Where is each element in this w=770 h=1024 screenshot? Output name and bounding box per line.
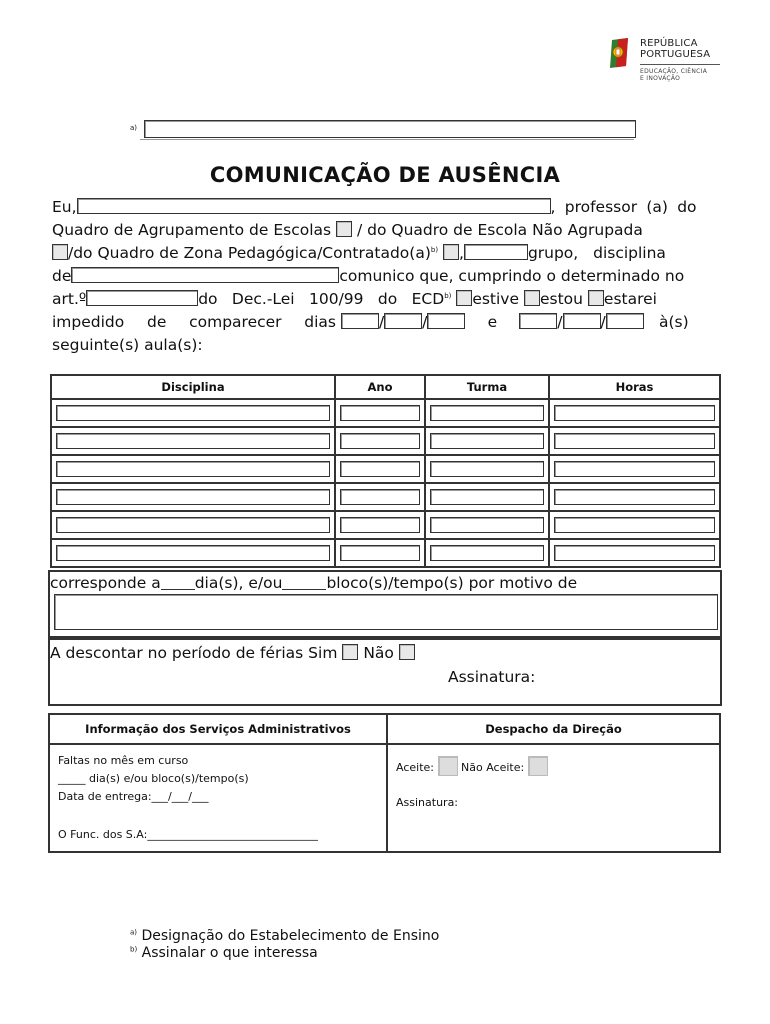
signature-label: Assinatura: (448, 668, 536, 686)
table-cell-turma (425, 511, 549, 539)
aceite-label: Aceite: (396, 761, 434, 774)
text-motivo: bloco(s)/tempo(s) por motivo de (326, 574, 578, 592)
reason-field[interactable] (54, 594, 718, 630)
horas-input[interactable] (554, 433, 715, 449)
text-comma: , (459, 244, 464, 262)
table-header-row (51, 375, 720, 399)
date-to-year-field[interactable] (606, 313, 644, 329)
discount-yes-checkbox[interactable] (342, 644, 358, 660)
footnote-a (130, 928, 439, 944)
footnote-b-mark-3: b) (130, 945, 138, 954)
table-cell-turma (425, 399, 549, 427)
footnote-b-mark: b) (430, 245, 439, 254)
ano-input[interactable] (340, 461, 420, 477)
text-quadro-agrupamento: Quadro de Agrupamento de Escolas (52, 221, 332, 239)
disciplina-input[interactable] (56, 489, 330, 505)
estou-checkbox[interactable] (524, 290, 540, 306)
table-body (51, 399, 720, 567)
table-cell-ano (335, 455, 425, 483)
table-cell-disciplina (51, 427, 335, 455)
discount-panel (48, 638, 722, 706)
para-line-1 (52, 196, 697, 219)
date-from-day-field[interactable] (341, 313, 379, 329)
footnote-b (130, 945, 318, 961)
text-estarei: estarei (603, 290, 657, 308)
reason-line (50, 572, 577, 595)
table-cell-turma (425, 427, 549, 455)
para-line-5 (52, 288, 657, 311)
disciplina-input[interactable] (56, 405, 330, 421)
reason-panel (48, 570, 722, 638)
date-sep-1: / (378, 313, 385, 331)
disciplina-field[interactable] (71, 267, 339, 283)
text-estou: estou (539, 290, 583, 308)
para-line-2 (52, 219, 664, 242)
establishment-field[interactable] (144, 120, 636, 138)
turma-input[interactable] (430, 433, 544, 449)
ano-input[interactable] (340, 545, 420, 561)
table-row (51, 399, 720, 427)
footnote-b-text: Assinalar o que interessa (141, 945, 318, 961)
ano-input[interactable] (340, 489, 420, 505)
classes-table (50, 374, 721, 568)
horas-input[interactable] (554, 489, 715, 505)
turma-input[interactable] (430, 517, 544, 533)
para-line-7: seguinte(s) aula(s): (52, 336, 203, 354)
horas-input[interactable] (554, 461, 715, 477)
logo-line1: REPÚBLICA (640, 38, 698, 49)
table-cell-turma (425, 539, 549, 567)
artigo-field[interactable] (86, 290, 198, 306)
aceite-row (396, 756, 548, 776)
aceite-checkbox[interactable] (438, 756, 458, 776)
table-cell-turma (425, 483, 549, 511)
disciplina-input[interactable] (56, 433, 330, 449)
text-zona-pedagogica: /do Quadro de Zona Pedagógica/Contratado(a) (68, 244, 431, 262)
func-label: O Func. dos S.A:_______________________________ (58, 828, 318, 841)
col-ano: Ano (335, 375, 425, 399)
text-professor: , professor (a) do (550, 198, 697, 216)
table-cell-horas (549, 483, 720, 511)
table-cell-ano (335, 427, 425, 455)
col-horas: Horas (549, 375, 720, 399)
entrega-label: Data de entrega:___/___/___ (58, 790, 209, 803)
table-cell-turma (425, 455, 549, 483)
name-field[interactable] (77, 198, 551, 214)
turma-input[interactable] (430, 545, 544, 561)
date-to-month-field[interactable] (563, 313, 601, 329)
days-field[interactable] (161, 577, 195, 590)
table-row (51, 483, 720, 511)
table-cell-disciplina (51, 455, 335, 483)
turma-input[interactable] (430, 461, 544, 477)
turma-input[interactable] (430, 489, 544, 505)
footnote-a-text: Designação do Estabelecimento de Ensino (141, 928, 440, 944)
estive-checkbox[interactable] (456, 290, 472, 306)
logo-text (640, 38, 710, 60)
table-cell-horas (549, 455, 720, 483)
logo-sub1: EDUCAÇÃO, CIÊNCIA (640, 68, 708, 75)
admin-info-table (48, 713, 721, 853)
disciplina-input[interactable] (56, 461, 330, 477)
horas-input[interactable] (554, 405, 715, 421)
date-sep-3: / (557, 313, 563, 331)
faltas-label: Faltas no mês em curso (58, 754, 189, 767)
text-de: de (52, 267, 72, 285)
text-art: art.º (52, 290, 87, 308)
blocks-field[interactable] (282, 577, 326, 590)
text-nao: Não (363, 644, 394, 662)
discount-line (50, 642, 415, 665)
admin-divider (386, 715, 388, 851)
text-eu: Eu, (52, 198, 77, 216)
table-row (51, 427, 720, 455)
disciplina-input[interactable] (56, 545, 330, 561)
republic-emblem-icon (608, 36, 630, 70)
table-cell-horas (549, 539, 720, 567)
table-cell-horas (549, 511, 720, 539)
footnote-b-mark-2: b) (444, 291, 452, 300)
table-row (51, 539, 720, 567)
turma-input[interactable] (430, 405, 544, 421)
disciplina-input[interactable] (56, 517, 330, 533)
dias-label: _____ dia(s) e/ou bloco(s)/tempo(s) (58, 772, 249, 785)
grupo-field[interactable] (464, 244, 528, 260)
contratado-checkbox[interactable] (443, 244, 459, 260)
para-line-4 (52, 265, 684, 288)
table-row (51, 511, 720, 539)
table-cell-ano (335, 399, 425, 427)
admin-signature-label: Assinatura: (396, 796, 459, 809)
nao-aceite-checkbox[interactable] (528, 756, 548, 776)
page-title: COMUNICAÇÃO DE AUSÊNCIA (209, 163, 561, 187)
footnote-a-mark: a) (130, 928, 138, 937)
table-cell-ano (335, 539, 425, 567)
table-cell-horas (549, 399, 720, 427)
table-cell-disciplina (51, 483, 335, 511)
nao-aceite-label: Não Aceite: (461, 761, 525, 774)
text-as: à(s) (659, 313, 689, 331)
col-turma: Turma (425, 375, 549, 399)
table-cell-disciplina (51, 539, 335, 567)
admin-left-header: Informação dos Serviços Administrativos (50, 715, 386, 745)
estarei-checkbox[interactable] (588, 290, 604, 306)
logo-sub2: E INOVAÇÃO (640, 75, 681, 82)
date-sep-4: / (600, 313, 606, 331)
establishment-marker: a) (130, 124, 138, 132)
date-from-year-field[interactable] (427, 313, 465, 329)
logo-subtitle (640, 68, 707, 82)
text-dias: dia(s), e/ou (194, 574, 283, 592)
text-grupo: grupo, disciplina (527, 244, 666, 262)
text-impedido: impedido de comparecer dias (52, 313, 336, 331)
table-cell-disciplina (51, 511, 335, 539)
date-to-day-field[interactable] (519, 313, 557, 329)
table-row (51, 455, 720, 483)
table-cell-horas (549, 427, 720, 455)
text-corresponde: corresponde a (50, 574, 161, 592)
table-cell-ano (335, 511, 425, 539)
text-descontar: A descontar no período de férias Sim (50, 644, 338, 662)
text-estive: estive (472, 290, 520, 308)
text-dec-lei: do Dec.-Lei 100/99 do ECD (198, 290, 445, 308)
logo-divider (640, 64, 720, 65)
para-line-3 (52, 242, 666, 265)
logo-line2: PORTUGUESA (640, 49, 711, 60)
discount-no-checkbox[interactable] (399, 644, 415, 660)
col-disciplina: Disciplina (51, 375, 335, 399)
text-comunico: comunico que, cumprindo o determinado no (339, 267, 685, 285)
horas-input[interactable] (554, 545, 715, 561)
date-sep-2: / (422, 313, 428, 331)
date-from-month-field[interactable] (384, 313, 422, 329)
table-cell-disciplina (51, 399, 335, 427)
ano-input[interactable] (340, 517, 420, 533)
text-quadro-escola: / do Quadro de Escola Não Agrupada (356, 221, 643, 239)
table-cell-ano (335, 483, 425, 511)
text-e: e (487, 313, 498, 331)
para-line-6 (52, 311, 689, 334)
admin-right-header: Despacho da Direção (388, 715, 719, 745)
ano-input[interactable] (340, 405, 420, 421)
establishment-underline (140, 139, 634, 140)
horas-input[interactable] (554, 517, 715, 533)
quadro-escola-checkbox[interactable] (52, 244, 68, 260)
ano-input[interactable] (340, 433, 420, 449)
quadro-agrupamento-checkbox[interactable] (336, 221, 352, 237)
